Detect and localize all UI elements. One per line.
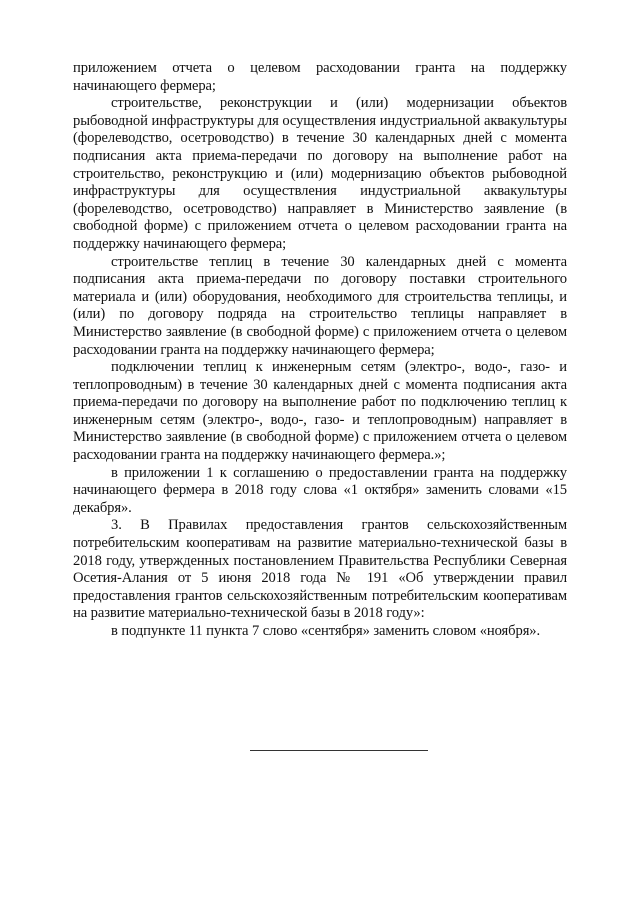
paragraph-appendix-amendment: в приложении 1 к соглашению о предоставлении гранта на поддержку начинающего фермера в 2018 году слова «1 октября» заменить словами «15 декабря».	[73, 464, 567, 516]
paragraph-fish-infrastructure: строительстве, реконструкции и (или) модернизации объектов рыбоводной инфраструктуры для осуществления индустриальной аквакультуры (форелеводство, осетроводство) в течение 30 календарных дней с момента подписания акта приема-передачи по договору на выполнение работ на строительство, реконструкцию и (или) модернизацию объектов рыбоводной инфраструктуры для осуществления индустриальной аквакультуры (форелеводство, осетроводство) направляет в Министерство заявление (в свободной форме) с приложением отчета о целевом расходовании гранта на поддержку начинающего фермера;	[73, 95, 567, 252]
paragraph-continuation: приложением отчета о целевом расходовании гранта на поддержку начинающего фермера;	[73, 60, 567, 94]
document-body	[73, 60, 567, 641]
paragraph-subpoint-amendment: в подпункте 11 пункта 7 слово «сентября» заменить словом «ноября».	[111, 623, 541, 639]
paragraph-greenhouse-utilities: подключении теплиц к инженерным сетям (электро-, водо-, газо- и теплопроводным) в течение 30 календарных дней с момента подписания акта приема-передачи по договору на выполнение работ по подключению теплиц к инженерным сетям (электро-, водо-, газо- и теплопроводным) направляет в Министерство заявление (в свободной форме) с приложением отчета о целевом расходовании гранта на поддержку начинающего фермера.»;	[73, 359, 567, 464]
paragraph-greenhouse-construction: строительстве теплиц в течение 30 календарных дней с момента подписания акта приема-передачи по договору поставки строительного материала и (или) оборудования, необходимого для строительства теплицы, и (или) по договору подряда на строительство теплицы направляет в Министерство заявление (в свободной форме) с приложением отчета о целевом расходовании гранта на поддержку начинающего фермера;	[73, 253, 567, 358]
closing-rule	[250, 750, 428, 751]
paragraph-section-3: 3. В Правилах предоставления грантов сельскохозяйственным потребительским кооперативам на развитие материально-технической базы в 2018 году, утвержденных постановлением Правительства Республики Северная Осетия-Алания от 5 июня 2018 года № 191 «Об утверждении правил предоставления грантов сельскохозяйственным потребительским кооперативам на развитие материально-технической базы в 2018 году»:	[73, 517, 567, 622]
